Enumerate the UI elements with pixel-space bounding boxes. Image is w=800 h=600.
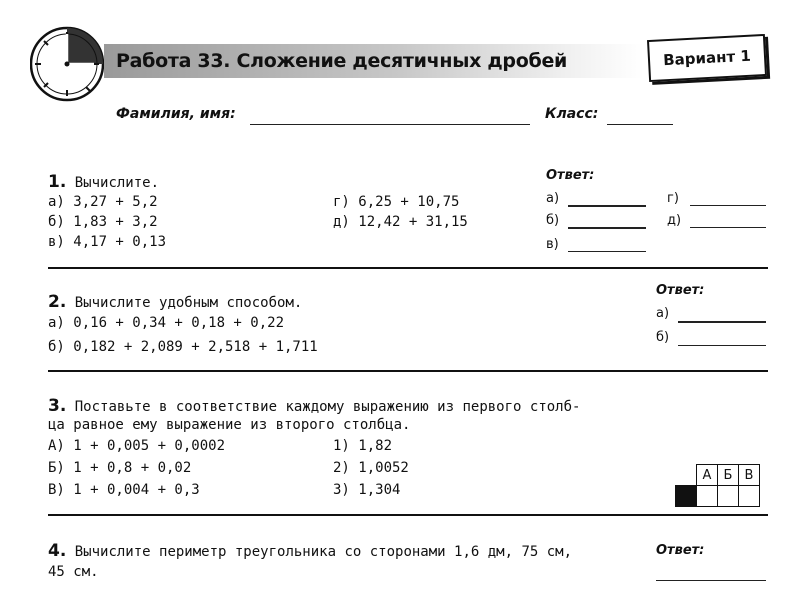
task3-item-a: А) 1 + 0,005 + 0,0002 xyxy=(48,438,226,454)
task1-answer-b-field[interactable] xyxy=(568,227,646,229)
class-label: Класс: xyxy=(545,106,599,122)
surname-field[interactable] xyxy=(250,124,530,125)
surname-label: Фамилия, имя: xyxy=(116,106,236,122)
task4-number: 4. xyxy=(48,541,67,561)
task1-answer-label: Ответ: xyxy=(546,168,595,183)
divider-1 xyxy=(48,267,768,269)
task4-heading-line1 xyxy=(48,541,572,561)
task1-answer-d-label: г) xyxy=(667,191,679,206)
task1-item-a: а) 3,27 + 5,2 xyxy=(48,194,158,210)
task1-answer-d-field[interactable] xyxy=(690,205,766,206)
grid-corner xyxy=(675,464,697,486)
task1-heading xyxy=(48,172,159,192)
task1-answer-a-label: а) xyxy=(546,191,560,206)
grid-header-c: В xyxy=(738,464,760,486)
task3-heading-line1 xyxy=(48,396,580,416)
task2-text: Вычислите удобным способом. xyxy=(74,295,303,311)
task1-item-e: д) 12,42 + 31,15 xyxy=(333,214,468,230)
task4-answer-label: Ответ: xyxy=(656,543,705,558)
grid-row-marker xyxy=(675,485,697,507)
task4-text-line2: 45 см. xyxy=(48,564,99,580)
task2-answer-a-label: а) xyxy=(656,306,670,321)
task2-answer-a-field[interactable] xyxy=(678,321,766,323)
task1-item-b: б) 1,83 + 3,2 xyxy=(48,214,158,230)
grid-answer-b[interactable] xyxy=(717,485,739,507)
task3-text-line2: ца равное ему выражение из второго столбца. xyxy=(48,417,411,433)
task1-text: Вычислите. xyxy=(74,175,160,191)
task2-heading xyxy=(48,292,302,312)
task2-answer-b-field[interactable] xyxy=(678,345,766,346)
divider-2 xyxy=(48,370,768,372)
variant-label: Вариант 1 xyxy=(662,46,752,70)
divider-3 xyxy=(48,514,768,516)
task1-item-c: в) 4,17 + 0,13 xyxy=(48,234,167,250)
task3-answer-grid xyxy=(676,465,760,507)
task1-answer-e-label: д) xyxy=(667,213,682,228)
task3-option-1: 1) 1,82 xyxy=(333,438,393,454)
task3-option-2: 2) 1,0052 xyxy=(333,460,409,476)
task1-answer-b-label: б) xyxy=(546,213,560,228)
task2-item-a: а) 0,16 + 0,34 + 0,18 + 0,22 xyxy=(48,315,285,331)
task2-item-b: б) 0,182 + 2,089 + 2,518 + 1,711 xyxy=(48,339,318,355)
task1-answer-c-label: в) xyxy=(546,237,559,252)
class-field[interactable] xyxy=(607,124,673,125)
task4-text-line1: Вычислите периметр треугольника со сторонами 1,6 дм, 75 см, xyxy=(74,544,573,560)
page-title: Работа 33. Сложение десятичных дробей xyxy=(116,50,568,72)
task1-item-d: г) 6,25 + 10,75 xyxy=(333,194,460,210)
task3-option-3: 3) 1,304 xyxy=(333,482,401,498)
grid-answer-c[interactable] xyxy=(738,485,760,507)
task3-number: 3. xyxy=(48,396,67,416)
task1-answer-e-field[interactable] xyxy=(690,227,766,228)
task3-item-b: Б) 1 + 0,8 + 0,02 xyxy=(48,460,192,476)
grid-answer-a[interactable] xyxy=(696,485,718,507)
task1-answer-a-field[interactable] xyxy=(568,205,646,207)
task4-answer-field[interactable] xyxy=(656,580,766,581)
task1-answer-c-field[interactable] xyxy=(568,251,646,252)
grid-header-a: А xyxy=(696,464,718,486)
grid-header-b: Б xyxy=(717,464,739,486)
task1-number: 1. xyxy=(48,172,67,192)
variant-badge xyxy=(647,34,767,82)
task3-text-line1: Поставьте в соответствие каждому выражению из первого столб- xyxy=(74,399,581,415)
clock-icon xyxy=(30,16,108,104)
task2-number: 2. xyxy=(48,292,67,312)
task3-item-c: В) 1 + 0,004 + 0,3 xyxy=(48,482,200,498)
task2-answer-label: Ответ: xyxy=(656,283,705,298)
task2-answer-b-label: б) xyxy=(656,330,670,345)
